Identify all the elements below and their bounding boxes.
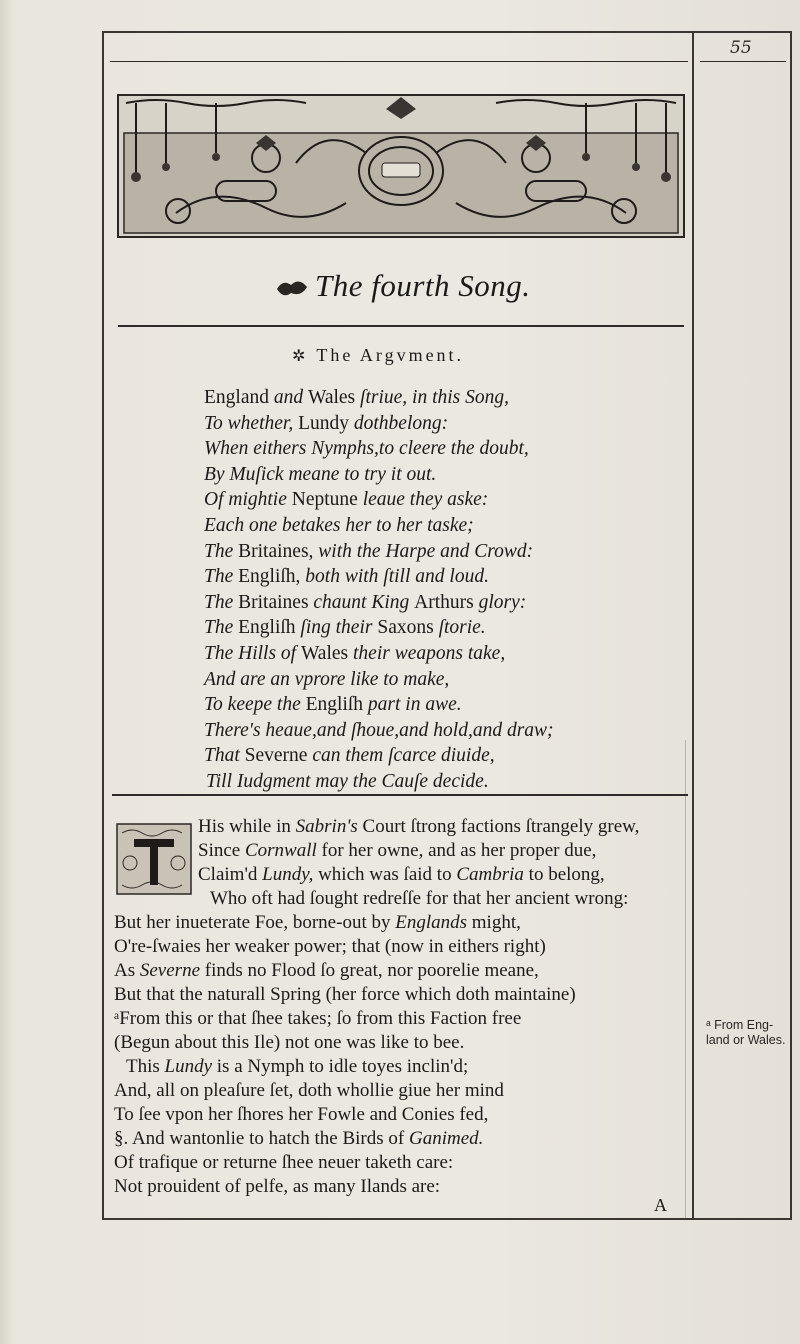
poem-fragment: His while in xyxy=(198,816,296,837)
poem-fragment: Since xyxy=(198,840,245,861)
argument-line xyxy=(204,436,624,462)
argument-heading-text: The Argvment. xyxy=(316,345,465,365)
poem-fragment: Of trafique or returne ſhee neuer taketh care: xyxy=(114,1152,454,1173)
argument-line xyxy=(204,615,624,641)
poem-line xyxy=(114,1175,694,1199)
poem-line xyxy=(114,1007,694,1031)
poem-fragment: Cambria xyxy=(456,864,529,885)
poem-fragment: Court ſtrong factions ſtrangely grew, xyxy=(362,816,640,837)
argument-fragment: ſing their xyxy=(300,617,378,639)
argument-line xyxy=(204,539,624,565)
poem-body xyxy=(114,815,694,1199)
poem-fragment: (Begun about this Ile) not one was like to bee. xyxy=(114,1032,465,1053)
poem-line xyxy=(114,887,694,911)
argument-fragment: Severne xyxy=(244,745,313,767)
argument-fragment: and xyxy=(273,387,308,408)
poem-fragment: To ſee vpon her ſhores her Fowle and Conies fed, xyxy=(114,1104,489,1125)
argument-line xyxy=(204,590,624,616)
argument-fragment: The xyxy=(204,540,239,562)
poem-fragment: As xyxy=(114,960,140,981)
song-title-text: The fourth Song. xyxy=(315,268,531,303)
argument-fragment: The Hills of xyxy=(204,642,301,664)
argument-fragment: Wales xyxy=(300,642,354,664)
poem-line xyxy=(114,1079,694,1103)
poem-line xyxy=(114,1103,694,1127)
poem-fragment: O're-ſwaies her weaker power; that (now in eithers right) xyxy=(114,936,546,957)
poem-line xyxy=(114,1127,694,1151)
poem-fragment: which was ſaid to xyxy=(318,864,457,885)
poem-fragment: is a Nymph to idle toyes inclin'd; xyxy=(216,1056,469,1077)
argument-fragment: chaunt King xyxy=(313,591,415,613)
poem-fragment: Not prouident of pelfe, as many Ilands are: xyxy=(114,1176,441,1197)
argument-line xyxy=(204,769,624,795)
argument-verse xyxy=(204,385,624,795)
poem-line xyxy=(114,959,694,983)
poem-fragment: Who oft had ſought redreſſe for that her ancient wrong: xyxy=(210,888,629,909)
marginal-note: ᵃ From Eng- land or Wales. xyxy=(706,1018,786,1047)
argument-fragment: dothbelong: xyxy=(353,412,449,434)
argument-fragment: Engliſh xyxy=(305,694,368,716)
poem-fragment: But her inueterate Foe, borne-out by xyxy=(114,912,396,933)
poem-fragment: Severne xyxy=(139,960,205,981)
argument-heading xyxy=(292,345,464,366)
argument-fragment: part in awe. xyxy=(367,694,462,716)
poem-line xyxy=(114,863,694,887)
argument-fragment: leaue they aske: xyxy=(362,489,489,511)
poem-line xyxy=(114,1151,694,1175)
argument-fragment: To whether, xyxy=(204,412,299,434)
argument-fragment: Each one betakes her to her taske; xyxy=(204,514,474,536)
poem-fragment: to belong, xyxy=(528,864,605,885)
ornamental-headpiece xyxy=(116,93,686,239)
argument-fragment: Wales xyxy=(307,387,361,408)
argument-fragment: Lundy xyxy=(298,412,354,434)
poem-line xyxy=(114,839,694,863)
argument-line xyxy=(204,743,624,769)
page-number: 55 xyxy=(730,38,752,58)
poem-line xyxy=(114,815,694,839)
poem-fragment: Cornwall xyxy=(244,840,322,861)
argument-fragment: That xyxy=(204,745,245,767)
argument-fragment: Arthurs xyxy=(414,591,479,613)
argument-fragment: Saxons xyxy=(377,617,439,639)
catchword: A xyxy=(654,1195,667,1215)
poem-line xyxy=(114,911,694,935)
song-title xyxy=(275,268,531,304)
poem-fragment: This xyxy=(126,1056,165,1077)
argument-fragment: By Muſick meane to try it out. xyxy=(204,463,437,485)
argument-line xyxy=(204,385,624,411)
argument-line xyxy=(204,718,624,744)
poem-line xyxy=(114,1055,694,1079)
argument-line xyxy=(204,462,624,488)
argument-fragment: Britaines xyxy=(238,591,314,613)
poem-fragment: might, xyxy=(471,912,521,933)
argument-fragment: can them ſcarce diuide, xyxy=(312,745,495,767)
argument-fragment: Engliſh, xyxy=(238,566,306,588)
argument-fragment: The xyxy=(204,566,239,588)
argument-fragment: Engliſh xyxy=(238,617,301,639)
poem-fragment: for her owne, and as her proper due, xyxy=(321,840,597,861)
asterism-icon: ✲ xyxy=(292,348,309,365)
poem-fragment: finds no Flood ſo great, nor poorelie meane, xyxy=(204,960,539,981)
poem-line xyxy=(114,1031,694,1055)
argument-line xyxy=(204,513,624,539)
argument-fragment: with the Harpe and Crowd: xyxy=(318,540,534,562)
poem-line xyxy=(114,935,694,959)
poem-fragment: Claim'd xyxy=(198,864,263,885)
argument-fragment: The xyxy=(204,591,239,613)
argument-fragment: England xyxy=(204,387,274,408)
argument-fragment: And are an vprore like to make, xyxy=(204,668,450,690)
poem-fragment: Sabrin's xyxy=(295,816,363,837)
margin-head-rule xyxy=(700,61,786,62)
title-rule xyxy=(118,325,684,327)
argument-line xyxy=(204,564,624,590)
poem-fragment: ᵃFrom this or that ſhee takes; ſo from this Faction free xyxy=(114,1008,522,1029)
poem-fragment: Ganimed. xyxy=(408,1128,484,1149)
argument-fragment: There's heaue,and ſhoue,and hold,and draw; xyxy=(204,719,554,741)
argument-fragment: their weapons take, xyxy=(353,642,506,664)
argument-fragment: Neptune xyxy=(291,489,363,511)
poem-fragment: §. And wantonlie to hatch the Birds of xyxy=(114,1128,409,1149)
poem-line xyxy=(114,983,694,1007)
argument-line xyxy=(204,411,624,437)
poem-fragment: Lundy xyxy=(164,1056,217,1077)
argument-fragment: When eithers Nymphs,to cleere the doubt, xyxy=(204,438,529,460)
poem-fragment: And, all on pleaſure ſet, doth whollie giue her mind xyxy=(114,1080,504,1101)
argument-fragment: ſtorie. xyxy=(438,617,486,639)
argument-fragment: Of mightie xyxy=(204,489,292,511)
fleuron-icon xyxy=(275,278,309,300)
argument-fragment: The xyxy=(204,617,239,639)
argument-line xyxy=(204,692,624,718)
argument-fragment: Till Iudgment may the Cauſe decide. xyxy=(206,770,489,792)
poem-fragment: Lundy, xyxy=(262,864,319,885)
argument-fragment: To keepe the xyxy=(204,694,306,716)
argument-line xyxy=(204,667,624,693)
poem-fragment: But that the naturall Spring (her force which doth maintaine) xyxy=(114,984,576,1005)
argument-fragment: both with ſtill and loud. xyxy=(305,566,489,588)
section-rule xyxy=(112,794,688,796)
argument-fragment: Britaines, xyxy=(238,540,319,562)
argument-line xyxy=(204,487,624,513)
argument-fragment: glory: xyxy=(478,591,527,613)
argument-fragment: ſtriue, in this Song, xyxy=(360,387,509,408)
running-head-rule xyxy=(110,61,688,62)
argument-line xyxy=(204,641,624,667)
poem-fragment: Englands xyxy=(395,912,472,933)
